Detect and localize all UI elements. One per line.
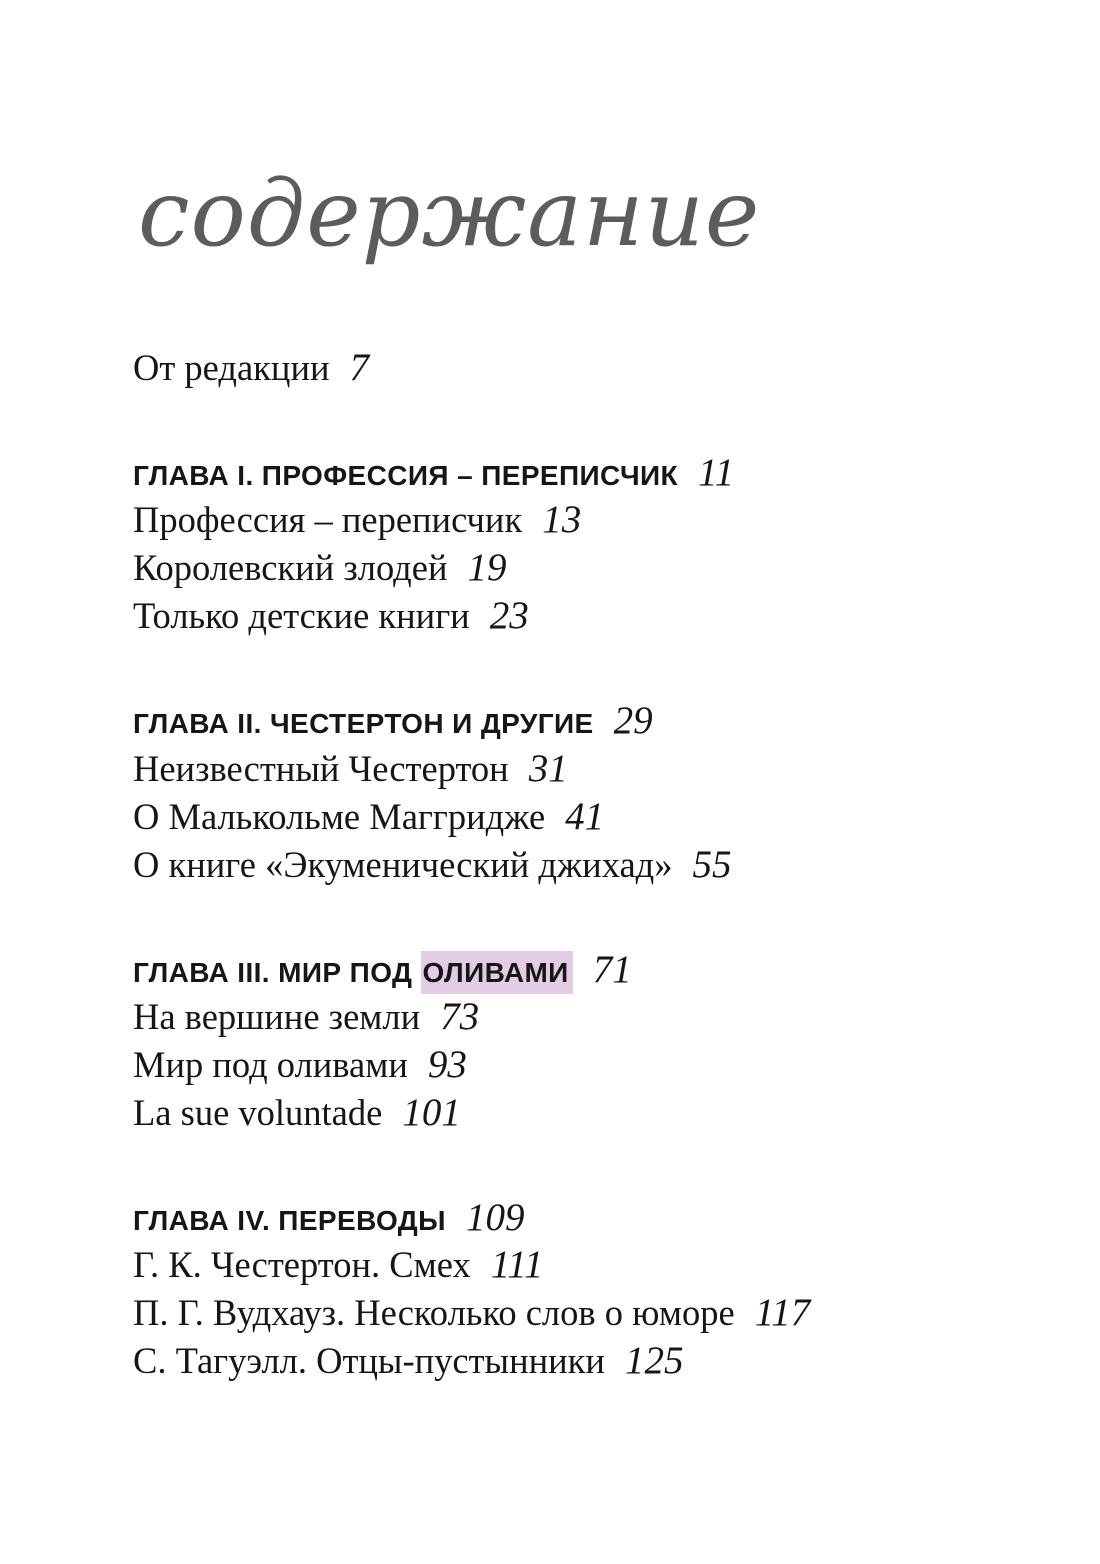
toc-entry[interactable] [133,997,479,1036]
chapter-heading-label: ГЛАВА III. МИР ПОД [133,957,421,988]
chapter-heading-label: ГЛАВА II. ЧЕСТЕРТОН И ДРУГИЕ [133,708,594,739]
toc-page-number: 23 [489,594,529,637]
toc-entry[interactable] [133,1245,543,1284]
chapter-heading-label: ГЛАВА IV. ПЕРЕВОДЫ [133,1205,446,1236]
toc-entry-label: Мир под оливами [133,1044,408,1085]
toc-entry-label: Г. К. Честертон. Смех [133,1244,471,1285]
toc-entry-label: От редакции [133,347,330,388]
toc-page-number: 7 [349,346,370,389]
toc-entry-label: La sue voluntade [133,1092,383,1133]
toc-page-number: 41 [565,795,605,838]
toc-entry[interactable] [133,845,732,884]
chapter-heading-2[interactable] [133,701,653,740]
toc-page-number: 13 [542,498,582,541]
toc-entry-label: Неизвестный Честертон [133,748,509,789]
toc-entry[interactable] [133,1045,467,1084]
chapter-heading-4[interactable] [133,1198,524,1237]
toc-entry-label: Только детские книги [133,595,470,636]
toc-page-number: 31 [528,747,568,790]
toc-entry-label: О Малькольме Маггридже [133,796,546,837]
toc-page-number: 73 [440,995,480,1038]
toc-entry[interactable] [133,749,568,788]
toc-entry[interactable] [133,596,529,635]
toc-page-number: 125 [624,1339,684,1382]
toc-entry[interactable] [133,1341,683,1380]
chapter-heading-1[interactable] [133,453,734,492]
toc-entry[interactable] [133,548,507,587]
toc-page-number: 111 [490,1243,544,1286]
toc-page-number: 93 [427,1043,467,1086]
toc-entry[interactable] [133,797,604,836]
toc-page-number: 117 [754,1291,811,1334]
toc-page-number: 101 [402,1091,461,1134]
toc-entry-label: Королевский злодей [133,547,448,588]
toc-entry-label: П. Г. Вудхауз. Несколько слов о юморе [133,1292,735,1333]
toc-page-number: 19 [467,546,507,589]
toc-entry-label: О книге «Экуменический джихад» [133,844,673,885]
toc-entry[interactable] [133,1093,461,1132]
toc-entry[interactable] [133,1293,810,1332]
toc-entry-label: С. Тагуэлл. Отцы-пустынники [133,1340,605,1381]
chapter-heading-label: ГЛАВА I. ПРОФЕССИЯ – ПЕРЕПИСЧИК [133,460,679,491]
toc-preface[interactable] [133,348,369,387]
toc-page-number: 11 [698,451,735,494]
toc-entry[interactable] [133,500,581,539]
toc-page-number: 71 [592,948,632,991]
highlighted-text: ОЛИВАМИ [421,951,573,994]
toc-page-number: 55 [692,843,732,886]
toc-entry-label: На вершине земли [133,996,421,1037]
toc-page-number: 109 [465,1196,525,1239]
page-title: содержание [138,160,761,267]
chapter-heading-3[interactable] [133,950,632,989]
toc-page-number: 29 [613,699,653,742]
toc-entry-label: Профессия – переписчик [133,499,523,540]
